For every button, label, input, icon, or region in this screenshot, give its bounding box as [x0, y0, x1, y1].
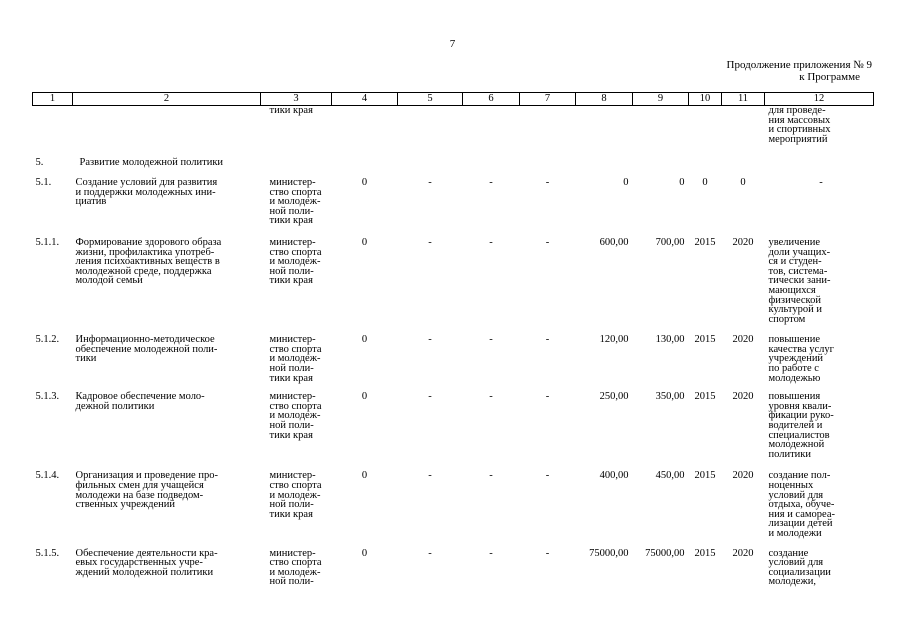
row-col10: 2015	[694, 547, 716, 559]
carry-executor: тики края	[269, 105, 313, 116]
row-col6: -	[489, 547, 493, 559]
table-row	[33, 178, 874, 226]
row-result: создание условий для социализации молодежи,	[768, 547, 831, 588]
section-code: 5.	[35, 157, 44, 169]
row-executor: министер- ство спорта и молодеж- ной поли- тики края	[269, 334, 322, 384]
section-row	[33, 158, 874, 168]
row-col8: 75000,00	[589, 547, 629, 559]
header-cell-7: 7	[520, 93, 576, 106]
header-cell-2: 2	[73, 93, 261, 106]
row-col6: -	[489, 236, 493, 248]
row-col4: 0	[361, 176, 368, 188]
row-col11: 2020	[732, 470, 754, 482]
carry-over-row	[33, 106, 874, 145]
row-col5: -	[428, 547, 432, 559]
row-col7: -	[545, 391, 550, 403]
row-col6: -	[489, 391, 493, 403]
row-col8: 400,00	[599, 470, 629, 482]
row-code: 5.1.1.	[35, 236, 60, 248]
header-cell-1: 1	[33, 93, 73, 106]
row-col7: -	[545, 176, 550, 188]
page-number: 7	[449, 38, 456, 50]
row-name: Информационно-методическое обеспечение молодежной поли- тики	[75, 334, 218, 365]
row-executor: министер- ство спорта и молодеж- ной поли- тики края	[269, 470, 322, 520]
row-col11: 0	[740, 176, 746, 188]
row-col9: 0	[679, 176, 685, 188]
row-col7: -	[545, 547, 550, 559]
header-cell-6: 6	[463, 93, 520, 106]
row-result: создание пол- ноценных условий для отдыха, обуче- ния и самореа- лизации детей и молодежи	[768, 470, 835, 539]
carry-result: для проведе- ния массовых и спортивных мероприятий	[768, 105, 831, 145]
row-col11: 2020	[732, 547, 754, 559]
row-executor: министер- ство спорта и молодеж- ной поли-	[269, 547, 322, 588]
header-cell-12: 12	[765, 93, 874, 106]
header-cell-4: 4	[332, 93, 398, 106]
row-col9: 130,00	[655, 334, 685, 346]
row-result: -	[819, 176, 823, 188]
row-col10: 2015	[694, 334, 716, 346]
row-executor: министер- ство спорта и молодеж- ной поли- тики края	[269, 176, 322, 227]
row-name: Создание условий для развития и поддержки молодежных ини- циатив	[75, 176, 218, 208]
row-col5: -	[428, 334, 432, 346]
row-code: 5.1.3.	[35, 391, 60, 403]
header-row	[33, 93, 874, 106]
header-cell-11: 11	[722, 93, 765, 106]
row-col9: 75000,00	[645, 547, 685, 559]
row-col8: 600,00	[599, 236, 629, 248]
row-col6: -	[489, 176, 493, 188]
table-row	[33, 392, 874, 459]
table-row	[33, 549, 874, 587]
row-col11: 2020	[732, 391, 754, 403]
row-col10: 2015	[694, 391, 716, 403]
row-executor: министер- ство спорта и молодеж- ной поли- тики края	[269, 391, 322, 441]
row-result: повышения уровня квали- фикации руко- водителей и специалистов молодежной политики	[768, 391, 834, 460]
continuation-line2: к Программе	[799, 71, 860, 83]
row-name: Кадровое обеспечение моло- дежной политики	[75, 391, 205, 412]
header-cell-5: 5	[398, 93, 463, 106]
header-cell-3: 3	[261, 93, 332, 106]
row-col9: 700,00	[655, 236, 685, 248]
row-col4: 0	[361, 236, 368, 248]
row-result: повышение качества услуг учреждений по работе с молодежью	[768, 334, 834, 384]
row-col11: 2020	[732, 334, 754, 346]
row-name: Формирование здорового образа жизни, профилактика употреб- ления психоактивных веществ в молодежной среде, поддержка молодой семьи	[75, 236, 222, 287]
row-executor: министер- ство спорта и молодеж- ной поли- тики края	[269, 236, 322, 287]
row-col10: 0	[702, 176, 708, 188]
row-col4: 0	[361, 334, 368, 346]
row-col4: 0	[361, 470, 368, 482]
row-col7: -	[545, 334, 550, 346]
continuation-line1: Продолжение приложения № 9	[726, 59, 872, 71]
row-col10: 2015	[694, 470, 716, 482]
row-col5: -	[428, 470, 432, 482]
row-code: 5.1.	[35, 176, 52, 188]
row-col9: 350,00	[655, 391, 685, 403]
row-col6: -	[489, 470, 493, 482]
row-col7: -	[545, 236, 550, 248]
row-col5: -	[428, 236, 432, 248]
row-col8: 250,00	[599, 391, 629, 403]
row-name: Организация и проведение про- фильных смен для учащейся молодежи на базе подведом- ственных учреждений	[75, 470, 218, 511]
row-col4: 0	[361, 391, 368, 403]
row-col11: 2020	[732, 236, 754, 248]
program-table	[32, 92, 874, 587]
table-row	[33, 471, 874, 538]
row-name: Обеспечение деятельности кра- евых государственных учре- ждений молодежной политики	[75, 547, 218, 578]
row-col4: 0	[361, 547, 368, 559]
table-row	[33, 238, 874, 324]
row-result: увеличение доли учащих- ся и студен- тов, система- тически зани- мающихся физической культурой и спортом	[768, 236, 831, 325]
row-col5: -	[428, 176, 432, 188]
header-cell-8: 8	[576, 93, 633, 106]
row-col8: 120,00	[599, 334, 629, 346]
header-cell-9: 9	[633, 93, 689, 106]
row-code: 5.1.4.	[35, 470, 60, 482]
continuation-note	[727, 59, 872, 83]
row-col6: -	[489, 334, 493, 346]
row-col8: 0	[623, 176, 629, 188]
row-code: 5.1.2.	[35, 334, 60, 346]
section-title: Развитие молодежной политики	[79, 157, 224, 169]
row-col10: 2015	[694, 236, 716, 248]
table-row	[33, 335, 874, 383]
header-cell-10: 10	[689, 93, 722, 106]
row-col9: 450,00	[655, 470, 685, 482]
row-code: 5.1.5.	[35, 547, 60, 559]
row-col7: -	[545, 470, 550, 482]
row-col5: -	[428, 391, 432, 403]
